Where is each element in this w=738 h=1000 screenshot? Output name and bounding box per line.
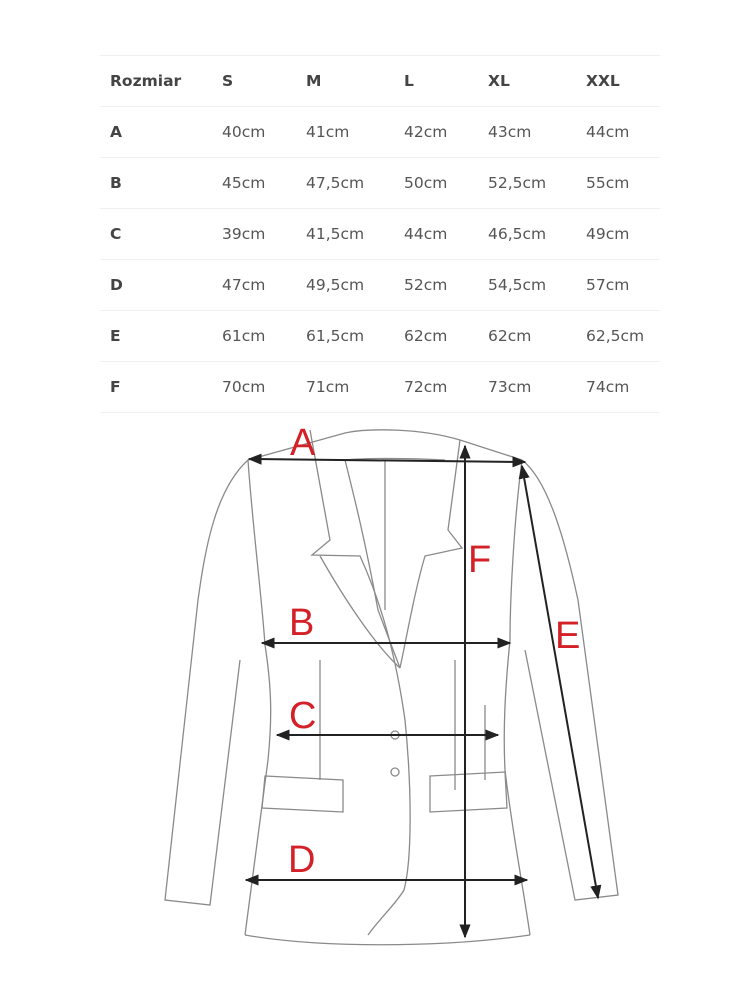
column-header: Rozmiar (100, 56, 222, 107)
table-cell: 43cm (488, 107, 586, 158)
table-cell: 40cm (222, 107, 306, 158)
table-cell: 54,5cm (488, 260, 586, 311)
jacket-measurement-diagram (0, 410, 738, 1000)
table-cell: 71cm (306, 362, 404, 413)
table-row (100, 209, 660, 260)
table-row (100, 260, 660, 311)
table-row (100, 107, 660, 158)
table-cell: 55cm (586, 158, 660, 209)
row-label: D (100, 260, 222, 311)
jacket-outline (165, 430, 618, 945)
table-cell: 72cm (404, 362, 488, 413)
table-cell: 61cm (222, 311, 306, 362)
column-header: L (404, 56, 488, 107)
table-cell: 41,5cm (306, 209, 404, 260)
table-cell: 44cm (586, 107, 660, 158)
label-d: D (288, 839, 316, 881)
table-cell: 39cm (222, 209, 306, 260)
table-row (100, 362, 660, 413)
table-cell: 46,5cm (488, 209, 586, 260)
row-label: C (100, 209, 222, 260)
column-header: S (222, 56, 306, 107)
table-cell: 41cm (306, 107, 404, 158)
table-cell: 61,5cm (306, 311, 404, 362)
row-label: F (100, 362, 222, 413)
label-b: B (289, 602, 315, 644)
table-cell: 49,5cm (306, 260, 404, 311)
table-cell: 62cm (488, 311, 586, 362)
table-cell: 42cm (404, 107, 488, 158)
label-e: E (555, 615, 581, 657)
column-header: M (306, 56, 404, 107)
size-table (100, 55, 660, 413)
table-cell: 52,5cm (488, 158, 586, 209)
table-cell: 49cm (586, 209, 660, 260)
column-header: XXL (586, 56, 660, 107)
row-label: A (100, 107, 222, 158)
label-f: F (468, 539, 492, 581)
table-cell: 47,5cm (306, 158, 404, 209)
row-label: E (100, 311, 222, 362)
table-cell: 47cm (222, 260, 306, 311)
table-row (100, 158, 660, 209)
table-row (100, 311, 660, 362)
table-cell: 62,5cm (586, 311, 660, 362)
column-header: XL (488, 56, 586, 107)
row-label: B (100, 158, 222, 209)
table-cell: 73cm (488, 362, 586, 413)
table-cell: 74cm (586, 362, 660, 413)
table-cell: 45cm (222, 158, 306, 209)
table-cell: 70cm (222, 362, 306, 413)
table-cell: 50cm (404, 158, 488, 209)
table-header-row (100, 56, 660, 107)
table-cell: 62cm (404, 311, 488, 362)
label-a: A (290, 422, 316, 464)
table-cell: 44cm (404, 209, 488, 260)
table-cell: 52cm (404, 260, 488, 311)
table-cell: 57cm (586, 260, 660, 311)
label-c: C (289, 695, 317, 737)
